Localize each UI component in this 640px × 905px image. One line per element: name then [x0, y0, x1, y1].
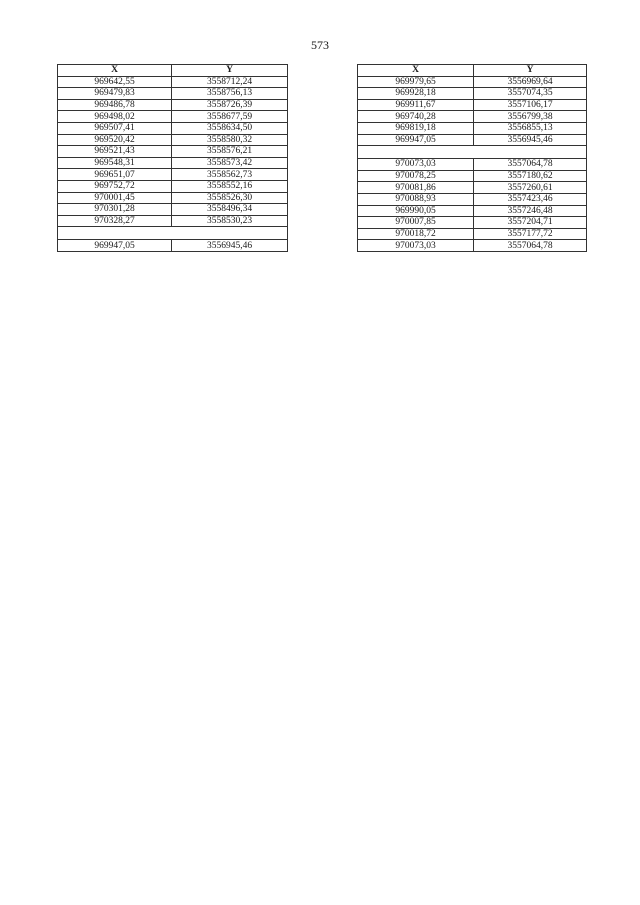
cell-x: 969979,65	[358, 76, 474, 88]
table-row	[358, 193, 587, 205]
cell-y: 3557106,17	[474, 99, 587, 111]
cell-y: 3556969,64	[474, 76, 587, 88]
table-row	[58, 122, 288, 134]
cell-x: 969507,41	[58, 122, 172, 134]
table-row	[358, 122, 587, 134]
table-row	[58, 88, 288, 100]
cell-y: 3556945,46	[474, 134, 587, 146]
column-header-x: X	[58, 65, 172, 77]
table-row	[58, 169, 288, 181]
cell-x: 969479,83	[58, 88, 172, 100]
cell-x: 969911,67	[358, 99, 474, 111]
cell-x: 969819,18	[358, 122, 474, 134]
table-row	[358, 228, 587, 240]
table-separator-row	[58, 227, 288, 240]
table-separator-row	[358, 146, 587, 159]
cell-x: 969521,43	[58, 146, 172, 158]
cell-x: 969947,05	[58, 240, 172, 252]
cell-y: 3558634,50	[172, 122, 288, 134]
cell-y: 3556945,46	[172, 240, 288, 252]
cell-x: 969498,02	[58, 111, 172, 123]
table-row	[358, 182, 587, 194]
cell-y: 3558573,42	[172, 157, 288, 169]
table-row	[358, 170, 587, 182]
cell-y: 3557177,72	[474, 228, 587, 240]
cell-x: 970073,03	[358, 159, 474, 171]
table-row	[358, 217, 587, 229]
cell-x: 969990,05	[358, 205, 474, 217]
table-row	[58, 240, 288, 252]
cell-y: 3556799,38	[474, 111, 587, 123]
cell-y: 3558496,34	[172, 204, 288, 216]
cell-x: 969740,28	[358, 111, 474, 123]
cell-y: 3557260,61	[474, 182, 587, 194]
table-row	[358, 111, 587, 123]
cell-x: 969651,07	[58, 169, 172, 181]
table-row	[58, 76, 288, 88]
cell-y: 3558530,23	[172, 215, 288, 227]
cell-y: 3558677,59	[172, 111, 288, 123]
cell-y: 3557064,78	[474, 159, 587, 171]
cell-x: 970018,72	[358, 228, 474, 240]
cell-x: 969486,78	[58, 99, 172, 111]
cell-x: 970088,93	[358, 193, 474, 205]
cell-y: 3558526,30	[172, 192, 288, 204]
cell-x: 970001,45	[58, 192, 172, 204]
cell-x: 970328,27	[58, 215, 172, 227]
table-row	[358, 159, 587, 171]
cell-x: 969947,05	[358, 134, 474, 146]
table-row	[58, 111, 288, 123]
table-row	[58, 215, 288, 227]
table-row	[358, 88, 587, 100]
table-row	[358, 205, 587, 217]
separator-cell	[358, 146, 587, 159]
cell-y: 3558712,24	[172, 76, 288, 88]
separator-cell	[58, 227, 288, 240]
cell-y: 3557423,46	[474, 193, 587, 205]
cell-y: 3557064,78	[474, 240, 587, 252]
table-row	[358, 99, 587, 111]
page-number: 573	[311, 38, 329, 52]
cell-x: 969642,55	[58, 76, 172, 88]
table-row	[58, 192, 288, 204]
cell-y: 3558576,21	[172, 146, 288, 158]
coordinates-table-right	[357, 64, 587, 252]
cell-y: 3556855,13	[474, 122, 587, 134]
table-header-row	[58, 65, 288, 77]
column-header-y: Y	[172, 65, 288, 77]
table-row	[58, 204, 288, 216]
table-row	[58, 157, 288, 169]
cell-y: 3558562,73	[172, 169, 288, 181]
table-row	[58, 134, 288, 146]
cell-y: 3558552,16	[172, 180, 288, 192]
table-header-row	[358, 65, 587, 77]
cell-x: 969548,31	[58, 157, 172, 169]
table-row	[58, 99, 288, 111]
cell-y: 3557180,62	[474, 170, 587, 182]
table-row	[58, 146, 288, 158]
table-row	[358, 134, 587, 146]
cell-y: 3558580,32	[172, 134, 288, 146]
table-row	[358, 240, 587, 252]
cell-y: 3558726,39	[172, 99, 288, 111]
table-row	[58, 180, 288, 192]
cell-x: 969520,42	[58, 134, 172, 146]
coordinates-table-left	[57, 64, 288, 252]
cell-y: 3557074,35	[474, 88, 587, 100]
cell-y: 3557246,48	[474, 205, 587, 217]
cell-y: 3557204,71	[474, 217, 587, 229]
column-header-x: X	[358, 65, 474, 77]
cell-x: 970081,86	[358, 182, 474, 194]
cell-x: 969752,72	[58, 180, 172, 192]
cell-y: 3558756,13	[172, 88, 288, 100]
cell-x: 970301,28	[58, 204, 172, 216]
table-row	[358, 76, 587, 88]
cell-x: 970007,85	[358, 217, 474, 229]
cell-x: 970078,25	[358, 170, 474, 182]
cell-x: 969928,18	[358, 88, 474, 100]
column-header-y: Y	[474, 65, 587, 77]
cell-x: 970073,03	[358, 240, 474, 252]
